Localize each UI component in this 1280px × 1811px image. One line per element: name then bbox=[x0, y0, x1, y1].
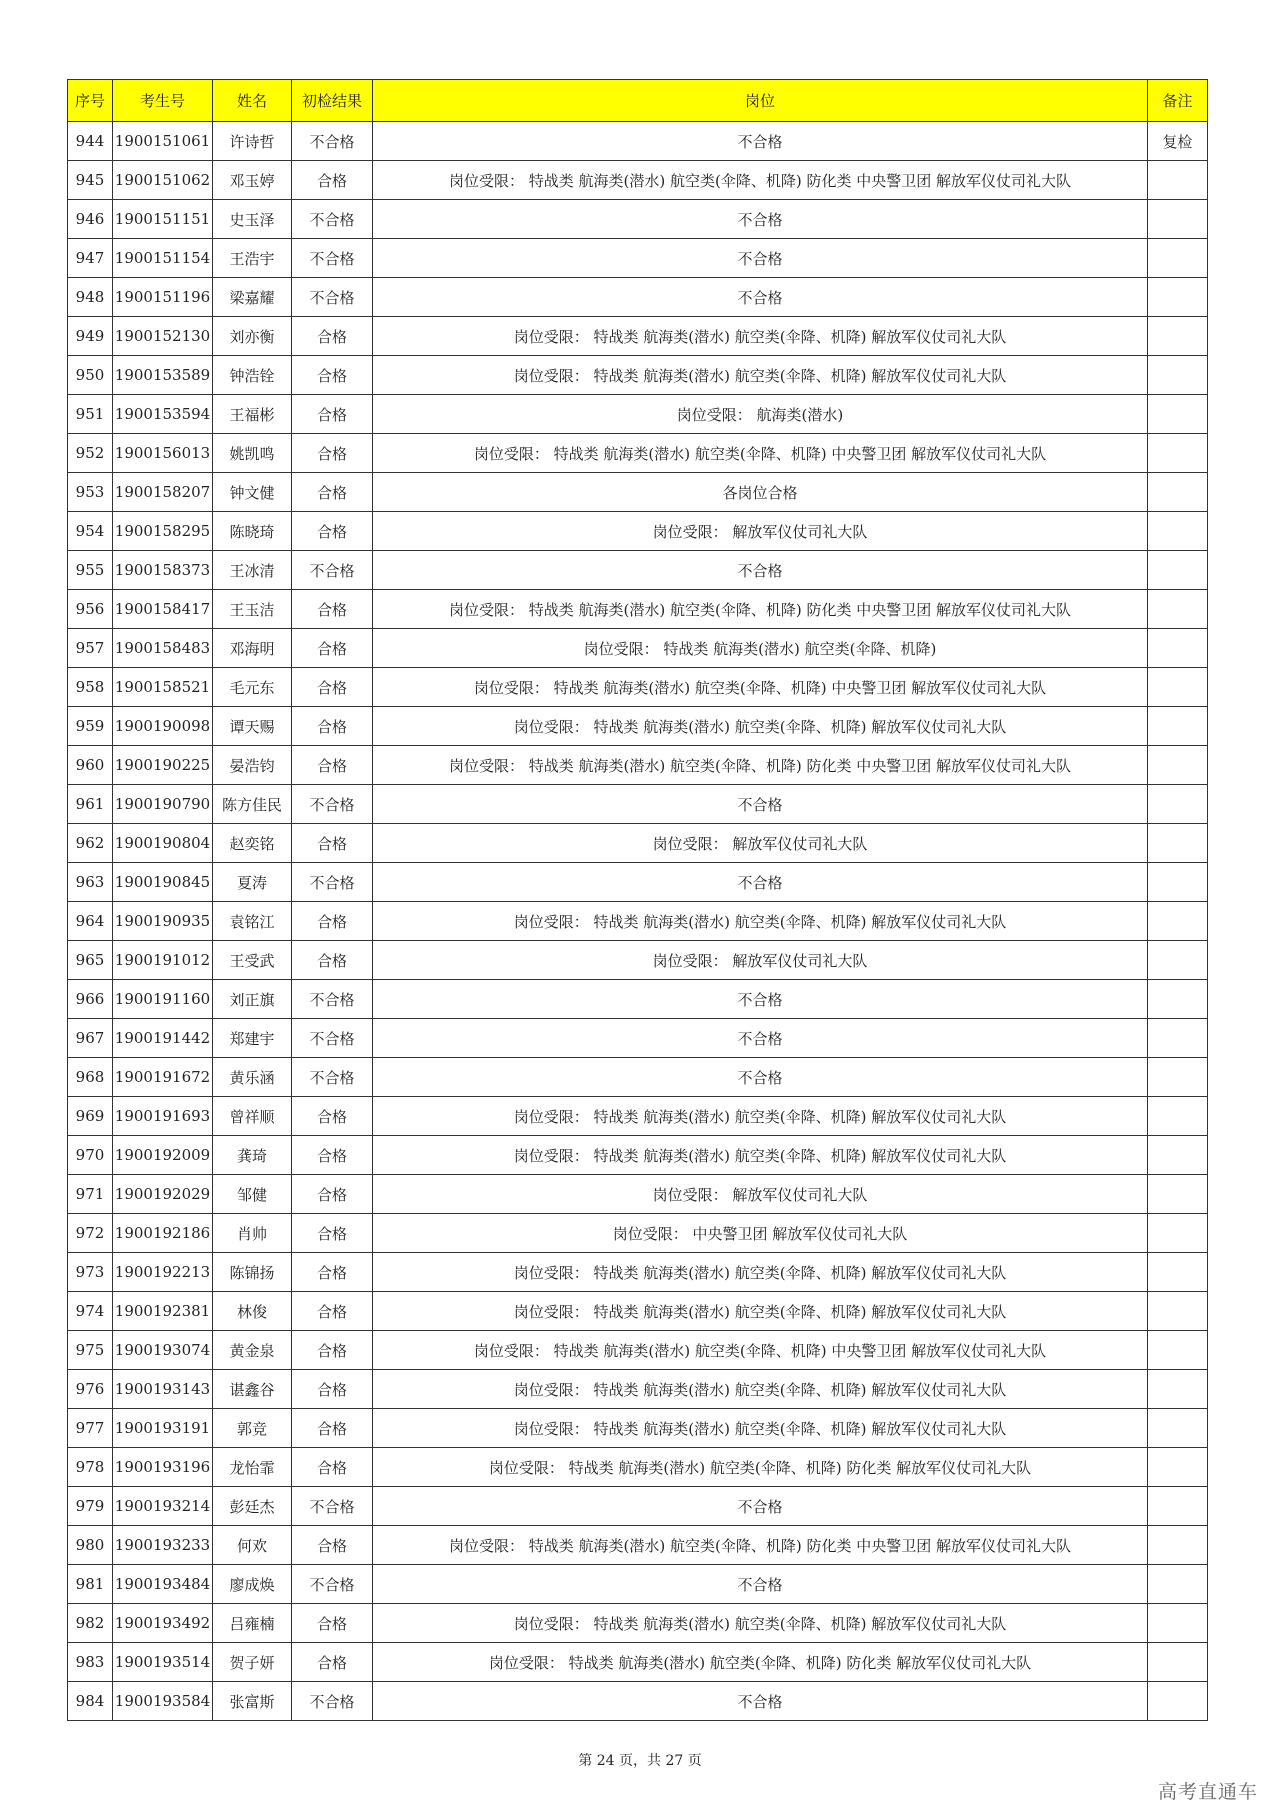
cell-result: 不合格 bbox=[292, 863, 373, 902]
cell-name: 郭竞 bbox=[213, 1409, 292, 1448]
table-row bbox=[68, 1292, 1208, 1331]
cell-result: 不合格 bbox=[292, 122, 373, 161]
cell-post: 岗位受限： 特战类 航海类(潜水) 航空类(伞降、机降) 解放军仪仗司礼大队 bbox=[373, 317, 1148, 356]
cell-post: 岗位受限： 特战类 航海类(潜水) 航空类(伞降、机降) bbox=[373, 629, 1148, 668]
table-row bbox=[68, 122, 1208, 161]
cell-post: 岗位受限： 特战类 航海类(潜水) 航空类(伞降、机降) 解放军仪仗司礼大队 bbox=[373, 1292, 1148, 1331]
cell-result: 合格 bbox=[292, 161, 373, 200]
cell-result: 合格 bbox=[292, 1526, 373, 1565]
cell-remark bbox=[1148, 1097, 1208, 1136]
cell-result: 合格 bbox=[292, 473, 373, 512]
cell-remark bbox=[1148, 1331, 1208, 1370]
cell-seq: 974 bbox=[68, 1292, 113, 1331]
cell-seq: 963 bbox=[68, 863, 113, 902]
cell-post: 岗位受限： 特战类 航海类(潜水) 航空类(伞降、机降) 防化类 中央警卫团 解放军仪仗司礼大队 bbox=[373, 1526, 1148, 1565]
cell-result: 合格 bbox=[292, 902, 373, 941]
cell-result: 不合格 bbox=[292, 278, 373, 317]
cell-exam-id: 1900158417 bbox=[113, 590, 213, 629]
cell-seq: 975 bbox=[68, 1331, 113, 1370]
cell-exam-id: 1900191160 bbox=[113, 980, 213, 1019]
header-post: 岗位 bbox=[373, 80, 1148, 122]
table-row bbox=[68, 1019, 1208, 1058]
table-row bbox=[68, 1370, 1208, 1409]
cell-remark bbox=[1148, 824, 1208, 863]
cell-exam-id: 1900193191 bbox=[113, 1409, 213, 1448]
table-row bbox=[68, 1604, 1208, 1643]
header-exam-id: 考生号 bbox=[113, 80, 213, 122]
cell-post: 岗位受限： 解放军仪仗司礼大队 bbox=[373, 1175, 1148, 1214]
cell-seq: 976 bbox=[68, 1370, 113, 1409]
table-row bbox=[68, 395, 1208, 434]
cell-exam-id: 1900190935 bbox=[113, 902, 213, 941]
cell-post: 不合格 bbox=[373, 1565, 1148, 1604]
cell-name: 曾祥顺 bbox=[213, 1097, 292, 1136]
cell-remark bbox=[1148, 785, 1208, 824]
cell-remark bbox=[1148, 278, 1208, 317]
cell-exam-id: 1900193196 bbox=[113, 1448, 213, 1487]
cell-seq: 948 bbox=[68, 278, 113, 317]
cell-post: 岗位受限： 特战类 航海类(潜水) 航空类(伞降、机降) 解放军仪仗司礼大队 bbox=[373, 1370, 1148, 1409]
table-row bbox=[68, 278, 1208, 317]
cell-exam-id: 1900158521 bbox=[113, 668, 213, 707]
cell-seq: 977 bbox=[68, 1409, 113, 1448]
cell-result: 合格 bbox=[292, 1331, 373, 1370]
cell-seq: 959 bbox=[68, 707, 113, 746]
cell-remark bbox=[1148, 746, 1208, 785]
table-row bbox=[68, 1136, 1208, 1175]
cell-result: 合格 bbox=[292, 1643, 373, 1682]
cell-name: 史玉泽 bbox=[213, 200, 292, 239]
cell-result: 合格 bbox=[292, 1292, 373, 1331]
cell-seq: 971 bbox=[68, 1175, 113, 1214]
cell-exam-id: 1900158207 bbox=[113, 473, 213, 512]
cell-result: 合格 bbox=[292, 668, 373, 707]
cell-result: 不合格 bbox=[292, 785, 373, 824]
cell-remark bbox=[1148, 590, 1208, 629]
cell-remark bbox=[1148, 395, 1208, 434]
cell-seq: 981 bbox=[68, 1565, 113, 1604]
cell-remark bbox=[1148, 161, 1208, 200]
cell-remark bbox=[1148, 356, 1208, 395]
cell-name: 谭天赐 bbox=[213, 707, 292, 746]
table-row bbox=[68, 863, 1208, 902]
cell-remark bbox=[1148, 1526, 1208, 1565]
cell-remark bbox=[1148, 863, 1208, 902]
cell-exam-id: 1900192213 bbox=[113, 1253, 213, 1292]
table-row bbox=[68, 1526, 1208, 1565]
cell-post: 不合格 bbox=[373, 122, 1148, 161]
cell-result: 合格 bbox=[292, 1370, 373, 1409]
table-row bbox=[68, 434, 1208, 473]
cell-seq: 949 bbox=[68, 317, 113, 356]
cell-remark bbox=[1148, 1214, 1208, 1253]
table-row bbox=[68, 629, 1208, 668]
cell-name: 谌鑫谷 bbox=[213, 1370, 292, 1409]
cell-seq: 961 bbox=[68, 785, 113, 824]
cell-seq: 982 bbox=[68, 1604, 113, 1643]
table-row bbox=[68, 1565, 1208, 1604]
cell-result: 不合格 bbox=[292, 551, 373, 590]
cell-result: 合格 bbox=[292, 1448, 373, 1487]
cell-exam-id: 1900190845 bbox=[113, 863, 213, 902]
cell-seq: 983 bbox=[68, 1643, 113, 1682]
cell-post: 不合格 bbox=[373, 200, 1148, 239]
page-footer bbox=[0, 1750, 1280, 1770]
cell-result: 合格 bbox=[292, 1097, 373, 1136]
table-row bbox=[68, 1214, 1208, 1253]
table-row bbox=[68, 1253, 1208, 1292]
cell-post: 岗位受限： 中央警卫团 解放军仪仗司礼大队 bbox=[373, 1214, 1148, 1253]
cell-remark bbox=[1148, 707, 1208, 746]
cell-remark bbox=[1148, 1292, 1208, 1331]
cell-exam-id: 1900151196 bbox=[113, 278, 213, 317]
table-row bbox=[68, 512, 1208, 551]
cell-exam-id: 1900193143 bbox=[113, 1370, 213, 1409]
table-row bbox=[68, 200, 1208, 239]
table-row bbox=[68, 824, 1208, 863]
cell-name: 梁嘉耀 bbox=[213, 278, 292, 317]
cell-result: 合格 bbox=[292, 434, 373, 473]
cell-name: 邓玉婷 bbox=[213, 161, 292, 200]
cell-result: 合格 bbox=[292, 824, 373, 863]
cell-name: 陈晓琦 bbox=[213, 512, 292, 551]
cell-remark bbox=[1148, 941, 1208, 980]
table-row bbox=[68, 1409, 1208, 1448]
table-row bbox=[68, 746, 1208, 785]
cell-name: 陈锦扬 bbox=[213, 1253, 292, 1292]
cell-result: 合格 bbox=[292, 1604, 373, 1643]
cell-seq: 967 bbox=[68, 1019, 113, 1058]
cell-post: 不合格 bbox=[373, 863, 1148, 902]
cell-result: 不合格 bbox=[292, 1565, 373, 1604]
cell-exam-id: 1900158373 bbox=[113, 551, 213, 590]
cell-result: 合格 bbox=[292, 590, 373, 629]
cell-remark bbox=[1148, 902, 1208, 941]
cell-post: 岗位受限： 特战类 航海类(潜水) 航空类(伞降、机降) 防化类 解放军仪仗司礼大队 bbox=[373, 1448, 1148, 1487]
cell-exam-id: 1900192381 bbox=[113, 1292, 213, 1331]
cell-exam-id: 1900190790 bbox=[113, 785, 213, 824]
table-row bbox=[68, 1643, 1208, 1682]
cell-result: 不合格 bbox=[292, 1019, 373, 1058]
header-name: 姓名 bbox=[213, 80, 292, 122]
cell-remark bbox=[1148, 1409, 1208, 1448]
cell-seq: 972 bbox=[68, 1214, 113, 1253]
cell-name: 钟浩铨 bbox=[213, 356, 292, 395]
cell-exam-id: 1900158483 bbox=[113, 629, 213, 668]
cell-post: 不合格 bbox=[373, 1058, 1148, 1097]
cell-result: 合格 bbox=[292, 629, 373, 668]
cell-remark bbox=[1148, 434, 1208, 473]
cell-seq: 969 bbox=[68, 1097, 113, 1136]
cell-name: 廖成焕 bbox=[213, 1565, 292, 1604]
cell-post: 岗位受限： 航海类(潜水) bbox=[373, 395, 1148, 434]
cell-seq: 946 bbox=[68, 200, 113, 239]
cell-post: 岗位受限： 特战类 航海类(潜水) 航空类(伞降、机降) 解放军仪仗司礼大队 bbox=[373, 1409, 1148, 1448]
cell-result: 合格 bbox=[292, 1175, 373, 1214]
cell-post: 岗位受限： 特战类 航海类(潜水) 航空类(伞降、机降) 防化类 解放军仪仗司礼大队 bbox=[373, 1643, 1148, 1682]
cell-seq: 956 bbox=[68, 590, 113, 629]
cell-seq: 979 bbox=[68, 1487, 113, 1526]
table-row bbox=[68, 1175, 1208, 1214]
cell-remark bbox=[1148, 512, 1208, 551]
cell-post: 不合格 bbox=[373, 239, 1148, 278]
cell-post: 岗位受限： 特战类 航海类(潜水) 航空类(伞降、机降) 解放军仪仗司礼大队 bbox=[373, 356, 1148, 395]
cell-name: 彭廷杰 bbox=[213, 1487, 292, 1526]
results-table bbox=[67, 79, 1208, 1721]
cell-exam-id: 1900191693 bbox=[113, 1097, 213, 1136]
cell-seq: 947 bbox=[68, 239, 113, 278]
cell-remark bbox=[1148, 1565, 1208, 1604]
cell-seq: 953 bbox=[68, 473, 113, 512]
cell-exam-id: 1900190098 bbox=[113, 707, 213, 746]
cell-name: 袁铭江 bbox=[213, 902, 292, 941]
cell-post: 岗位受限： 解放军仪仗司礼大队 bbox=[373, 824, 1148, 863]
cell-name: 郑建宇 bbox=[213, 1019, 292, 1058]
cell-exam-id: 1900151061 bbox=[113, 122, 213, 161]
cell-seq: 957 bbox=[68, 629, 113, 668]
cell-seq: 951 bbox=[68, 395, 113, 434]
cell-name: 黄乐涵 bbox=[213, 1058, 292, 1097]
cell-post: 不合格 bbox=[373, 1682, 1148, 1721]
cell-post: 不合格 bbox=[373, 278, 1148, 317]
cell-post: 岗位受限： 特战类 航海类(潜水) 航空类(伞降、机降) 解放军仪仗司礼大队 bbox=[373, 707, 1148, 746]
cell-name: 王受武 bbox=[213, 941, 292, 980]
cell-post: 不合格 bbox=[373, 551, 1148, 590]
cell-remark bbox=[1148, 317, 1208, 356]
cell-seq: 968 bbox=[68, 1058, 113, 1097]
table-row bbox=[68, 668, 1208, 707]
table-row bbox=[68, 161, 1208, 200]
cell-exam-id: 1900190804 bbox=[113, 824, 213, 863]
cell-remark bbox=[1148, 473, 1208, 512]
cell-name: 邹健 bbox=[213, 1175, 292, 1214]
cell-exam-id: 1900190225 bbox=[113, 746, 213, 785]
table-row bbox=[68, 941, 1208, 980]
cell-exam-id: 1900158295 bbox=[113, 512, 213, 551]
cell-remark bbox=[1148, 1682, 1208, 1721]
cell-post: 不合格 bbox=[373, 785, 1148, 824]
table-row bbox=[68, 1682, 1208, 1721]
cell-result: 不合格 bbox=[292, 1682, 373, 1721]
cell-exam-id: 1900151151 bbox=[113, 200, 213, 239]
cell-remark bbox=[1148, 1643, 1208, 1682]
cell-result: 合格 bbox=[292, 317, 373, 356]
cell-name: 王玉洁 bbox=[213, 590, 292, 629]
table-row bbox=[68, 356, 1208, 395]
cell-post: 岗位受限： 特战类 航海类(潜水) 航空类(伞降、机降) 解放军仪仗司礼大队 bbox=[373, 1253, 1148, 1292]
cell-name: 黄金泉 bbox=[213, 1331, 292, 1370]
cell-remark bbox=[1148, 200, 1208, 239]
cell-result: 合格 bbox=[292, 1409, 373, 1448]
cell-remark bbox=[1148, 551, 1208, 590]
cell-exam-id: 1900156013 bbox=[113, 434, 213, 473]
cell-result: 合格 bbox=[292, 512, 373, 551]
cell-result: 合格 bbox=[292, 1214, 373, 1253]
cell-remark bbox=[1148, 629, 1208, 668]
cell-name: 邓海明 bbox=[213, 629, 292, 668]
table-row bbox=[68, 707, 1208, 746]
cell-exam-id: 1900151154 bbox=[113, 239, 213, 278]
cell-seq: 973 bbox=[68, 1253, 113, 1292]
cell-post: 各岗位合格 bbox=[373, 473, 1148, 512]
cell-result: 合格 bbox=[292, 356, 373, 395]
cell-result: 不合格 bbox=[292, 980, 373, 1019]
cell-seq: 950 bbox=[68, 356, 113, 395]
table-row bbox=[68, 1331, 1208, 1370]
table-header-row bbox=[68, 80, 1208, 122]
cell-result: 合格 bbox=[292, 395, 373, 434]
watermark: 高考直通车 bbox=[1157, 1781, 1258, 1803]
cell-post: 岗位受限： 特战类 航海类(潜水) 航空类(伞降、机降) 防化类 中央警卫团 解放军仪仗司礼大队 bbox=[373, 746, 1148, 785]
cell-exam-id: 1900153594 bbox=[113, 395, 213, 434]
cell-result: 合格 bbox=[292, 941, 373, 980]
table-row bbox=[68, 590, 1208, 629]
cell-name: 刘亦衡 bbox=[213, 317, 292, 356]
table-body bbox=[68, 122, 1208, 1721]
cell-seq: 965 bbox=[68, 941, 113, 980]
cell-name: 林俊 bbox=[213, 1292, 292, 1331]
cell-result: 不合格 bbox=[292, 239, 373, 278]
cell-post: 岗位受限： 解放军仪仗司礼大队 bbox=[373, 512, 1148, 551]
cell-name: 王冰清 bbox=[213, 551, 292, 590]
cell-seq: 945 bbox=[68, 161, 113, 200]
cell-post: 岗位受限： 特战类 航海类(潜水) 航空类(伞降、机降) 解放军仪仗司礼大队 bbox=[373, 1604, 1148, 1643]
cell-post: 岗位受限： 特战类 航海类(潜水) 航空类(伞降、机降) 中央警卫团 解放军仪仗司礼大队 bbox=[373, 1331, 1148, 1370]
cell-name: 许诗哲 bbox=[213, 122, 292, 161]
cell-post: 岗位受限： 特战类 航海类(潜水) 航空类(伞降、机降) 解放军仪仗司礼大队 bbox=[373, 1097, 1148, 1136]
header-remark: 备注 bbox=[1148, 80, 1208, 122]
cell-seq: 958 bbox=[68, 668, 113, 707]
cell-post: 岗位受限： 特战类 航海类(潜水) 航空类(伞降、机降) 防化类 中央警卫团 解放军仪仗司礼大队 bbox=[373, 590, 1148, 629]
cell-name: 贺子妍 bbox=[213, 1643, 292, 1682]
cell-seq: 954 bbox=[68, 512, 113, 551]
cell-name: 钟文健 bbox=[213, 473, 292, 512]
cell-result: 不合格 bbox=[292, 200, 373, 239]
cell-seq: 955 bbox=[68, 551, 113, 590]
cell-post: 不合格 bbox=[373, 1019, 1148, 1058]
cell-name: 晏浩钧 bbox=[213, 746, 292, 785]
cell-exam-id: 1900193214 bbox=[113, 1487, 213, 1526]
cell-result: 合格 bbox=[292, 707, 373, 746]
cell-exam-id: 1900193484 bbox=[113, 1565, 213, 1604]
cell-exam-id: 1900152130 bbox=[113, 317, 213, 356]
cell-remark bbox=[1148, 1019, 1208, 1058]
cell-exam-id: 1900191012 bbox=[113, 941, 213, 980]
cell-post: 岗位受限： 特战类 航海类(潜水) 航空类(伞降、机降) 防化类 中央警卫团 解放军仪仗司礼大队 bbox=[373, 161, 1148, 200]
cell-result: 不合格 bbox=[292, 1058, 373, 1097]
cell-remark: 复检 bbox=[1148, 122, 1208, 161]
cell-exam-id: 1900153589 bbox=[113, 356, 213, 395]
cell-name: 刘正旗 bbox=[213, 980, 292, 1019]
cell-post: 岗位受限： 特战类 航海类(潜水) 航空类(伞降、机降) 中央警卫团 解放军仪仗司礼大队 bbox=[373, 434, 1148, 473]
cell-name: 夏涛 bbox=[213, 863, 292, 902]
cell-result: 合格 bbox=[292, 1253, 373, 1292]
cell-seq: 962 bbox=[68, 824, 113, 863]
cell-name: 姚凯鸣 bbox=[213, 434, 292, 473]
cell-name: 龙怡霏 bbox=[213, 1448, 292, 1487]
cell-exam-id: 1900192029 bbox=[113, 1175, 213, 1214]
cell-seq: 980 bbox=[68, 1526, 113, 1565]
cell-name: 赵奕铭 bbox=[213, 824, 292, 863]
table-row bbox=[68, 785, 1208, 824]
cell-post: 不合格 bbox=[373, 980, 1148, 1019]
cell-post: 岗位受限： 特战类 航海类(潜水) 航空类(伞降、机降) 解放军仪仗司礼大队 bbox=[373, 902, 1148, 941]
cell-name: 吕雍楠 bbox=[213, 1604, 292, 1643]
cell-seq: 978 bbox=[68, 1448, 113, 1487]
cell-name: 何欢 bbox=[213, 1526, 292, 1565]
table-row bbox=[68, 1487, 1208, 1526]
cell-seq: 984 bbox=[68, 1682, 113, 1721]
table-row bbox=[68, 902, 1208, 941]
cell-post: 岗位受限： 特战类 航海类(潜水) 航空类(伞降、机降) 解放军仪仗司礼大队 bbox=[373, 1136, 1148, 1175]
cell-name: 张富斯 bbox=[213, 1682, 292, 1721]
cell-seq: 966 bbox=[68, 980, 113, 1019]
cell-remark bbox=[1148, 1253, 1208, 1292]
cell-seq: 944 bbox=[68, 122, 113, 161]
cell-remark bbox=[1148, 1175, 1208, 1214]
cell-name: 龚琦 bbox=[213, 1136, 292, 1175]
table-row bbox=[68, 1058, 1208, 1097]
cell-exam-id: 1900193584 bbox=[113, 1682, 213, 1721]
cell-seq: 970 bbox=[68, 1136, 113, 1175]
cell-exam-id: 1900193074 bbox=[113, 1331, 213, 1370]
cell-remark bbox=[1148, 1448, 1208, 1487]
cell-name: 毛元东 bbox=[213, 668, 292, 707]
cell-result: 合格 bbox=[292, 746, 373, 785]
header-seq: 序号 bbox=[68, 80, 113, 122]
cell-post: 不合格 bbox=[373, 1487, 1148, 1526]
table-row bbox=[68, 317, 1208, 356]
cell-post: 岗位受限： 解放军仪仗司礼大队 bbox=[373, 941, 1148, 980]
cell-name: 王福彬 bbox=[213, 395, 292, 434]
cell-name: 肖帅 bbox=[213, 1214, 292, 1253]
table-row bbox=[68, 1448, 1208, 1487]
cell-seq: 964 bbox=[68, 902, 113, 941]
cell-remark bbox=[1148, 668, 1208, 707]
cell-remark bbox=[1148, 1058, 1208, 1097]
table-row bbox=[68, 473, 1208, 512]
cell-remark bbox=[1148, 1136, 1208, 1175]
cell-remark bbox=[1148, 1604, 1208, 1643]
cell-post: 岗位受限： 特战类 航海类(潜水) 航空类(伞降、机降) 中央警卫团 解放军仪仗司礼大队 bbox=[373, 668, 1148, 707]
table-row bbox=[68, 239, 1208, 278]
cell-exam-id: 1900192009 bbox=[113, 1136, 213, 1175]
cell-remark bbox=[1148, 239, 1208, 278]
cell-result: 不合格 bbox=[292, 1487, 373, 1526]
cell-exam-id: 1900191442 bbox=[113, 1019, 213, 1058]
cell-exam-id: 1900193514 bbox=[113, 1643, 213, 1682]
cell-exam-id: 1900193492 bbox=[113, 1604, 213, 1643]
table-row bbox=[68, 551, 1208, 590]
cell-exam-id: 1900191672 bbox=[113, 1058, 213, 1097]
cell-remark bbox=[1148, 1370, 1208, 1409]
cell-exam-id: 1900192186 bbox=[113, 1214, 213, 1253]
cell-exam-id: 1900151062 bbox=[113, 161, 213, 200]
header-result: 初检结果 bbox=[292, 80, 373, 122]
cell-exam-id: 1900193233 bbox=[113, 1526, 213, 1565]
cell-seq: 960 bbox=[68, 746, 113, 785]
cell-name: 王浩宇 bbox=[213, 239, 292, 278]
cell-remark bbox=[1148, 980, 1208, 1019]
page-number: 第 24 页，共 27 页 bbox=[578, 1753, 702, 1769]
cell-name: 陈方佳民 bbox=[213, 785, 292, 824]
table-row bbox=[68, 1097, 1208, 1136]
cell-result: 合格 bbox=[292, 1136, 373, 1175]
cell-remark bbox=[1148, 1487, 1208, 1526]
table-row bbox=[68, 980, 1208, 1019]
cell-seq: 952 bbox=[68, 434, 113, 473]
